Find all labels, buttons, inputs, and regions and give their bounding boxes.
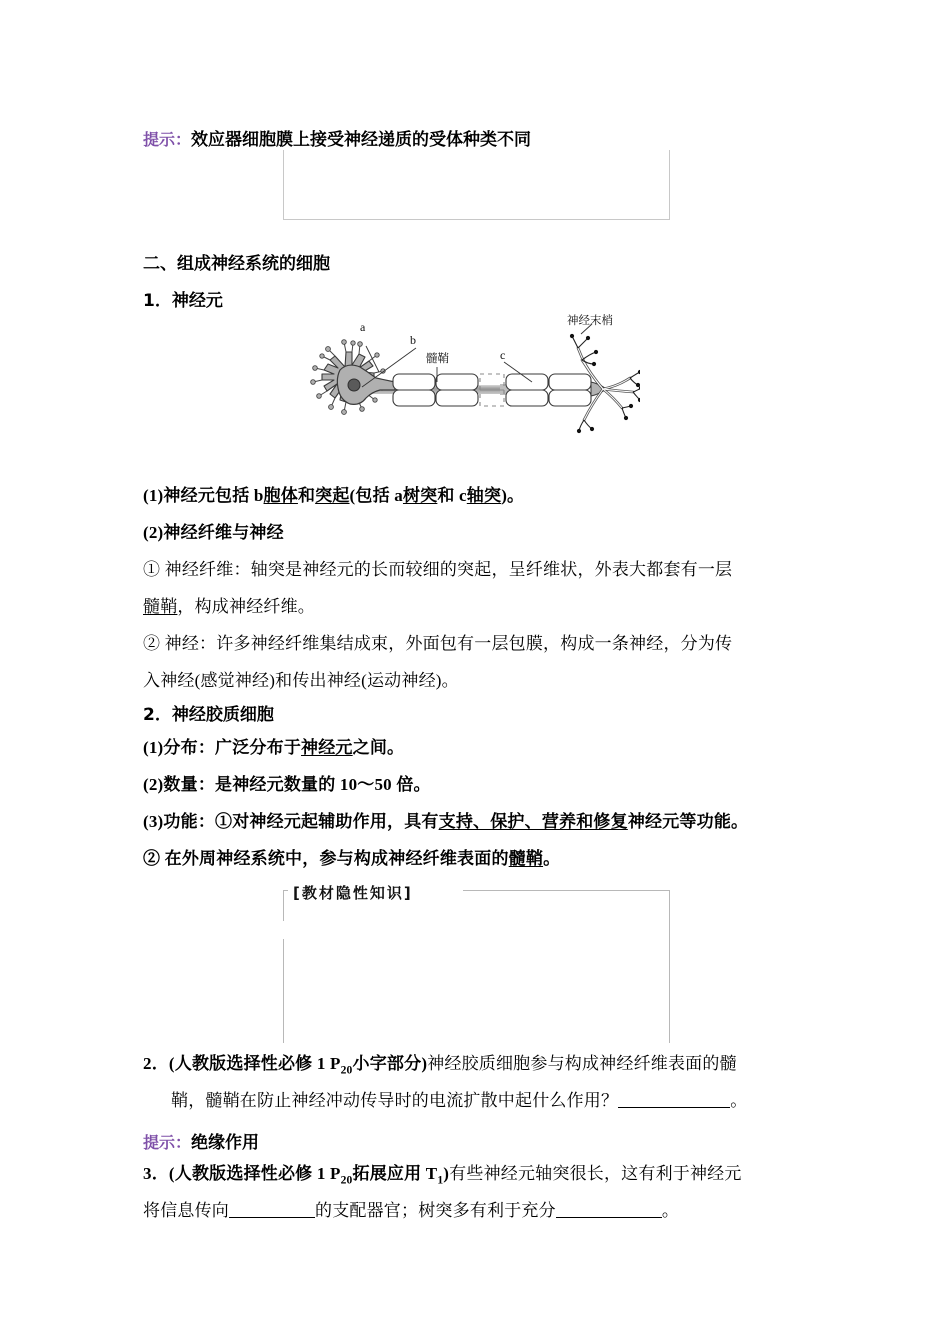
q3-source-page-sub: 20 (340, 1173, 353, 1187)
neuron-p1-term-soma: 胞体 (263, 486, 298, 505)
neuron-para-4-line1: ② 神经：许多神经纤维集结成束，外面包有一层包膜，构成一条神经，分为传 (143, 634, 733, 653)
q3-answer-blank-2[interactable] (556, 1217, 662, 1218)
neuron-p1-mid3: 和 (437, 486, 460, 505)
neuron-p1-marker-c: c (459, 486, 467, 505)
q2-source-pre: (人教版选择性必修 1 P (168, 1054, 341, 1073)
q3-line2-pre: 将信息传向 (143, 1201, 229, 1220)
q2-line2-end: 。 (730, 1091, 748, 1110)
neuron-para-1 (143, 487, 524, 504)
q3-source-post: ) (443, 1164, 450, 1183)
glia-p1-pre: (1)分布：广泛分布于 (143, 738, 302, 757)
glia-count-value: 10～50 (339, 775, 392, 794)
glia-para-2 (143, 776, 431, 793)
glia-p3-end: 神经元等功能。 (627, 812, 749, 831)
neuron-p1-mid2: (包括 (349, 486, 395, 505)
diagram-label-a: a (360, 320, 366, 334)
neuron-para-3-line1: ① 神经纤维：轴突是神经元的长而较细的突起，呈纤维状，外表大都套有一层 (143, 560, 733, 579)
q3-source-pre: (人教版选择性必修 1 P (168, 1164, 341, 1183)
q3-line2-end: 。 (661, 1201, 680, 1220)
diagram-label-c: c (500, 348, 506, 362)
question-3-line-1 (143, 1165, 742, 1186)
glia-p4-end: 。 (543, 849, 561, 868)
question-2-line-2 (171, 1092, 747, 1109)
glia-p2-pre: (2)数量：是神经元数量的 (143, 775, 340, 794)
glia-term-myelin: 髓鞘 (508, 849, 544, 868)
neuron-p1-term-axon: 轴突 (466, 486, 502, 505)
question-2-line-1 (143, 1055, 737, 1076)
implicit-knowledge-legend: [教材隐性知识] (289, 882, 417, 903)
glia-p1-end: 之间。 (352, 738, 405, 757)
diagram-label-nerve-ending: 神经末梢 (567, 313, 613, 327)
left-border-notch (280, 921, 286, 939)
glia-p4-pre: ② 在外周神经系统中，参与构成神经纤维表面的 (143, 849, 509, 868)
neuron-diagram-svg (300, 312, 640, 462)
sub-heading-glia: 2．神经胶质细胞 (143, 705, 274, 725)
hint-2-label: 提示： (143, 1133, 192, 1152)
neuron-p1-marker-a: a (394, 486, 403, 505)
neuron-p1-term-dendrite: 树突 (402, 486, 438, 505)
q3-answer-blank-1[interactable] (229, 1217, 315, 1218)
hint-row-2 (143, 1128, 259, 1153)
q2-number: 2． (143, 1054, 169, 1073)
q3-source-item-sub: 1 (437, 1173, 444, 1187)
hint-text: 效应器细胞膜上接受神经递质的受体种类不同 (191, 130, 532, 149)
hint-2-text: 绝缘作用 (191, 1133, 260, 1152)
q3-line1-rest: 有些神经元轴突很长，这有利于神经元 (449, 1164, 742, 1183)
diagram-label-b: b (410, 333, 416, 347)
section-heading: 二、组成神经系统的细胞 (143, 254, 330, 274)
glia-term-functions: 支持、保护、营养和修复 (438, 812, 628, 831)
neuron-p1-marker-b: b (253, 486, 264, 505)
glia-para-1 (143, 739, 404, 756)
sub-heading-neuron: 1．神经元 (143, 291, 223, 311)
neuron-p1-mid1: 和 (297, 486, 316, 505)
q2-line1-rest: 神经胶质细胞参与构成神经纤维表面的髓 (427, 1054, 737, 1073)
q2-line2-pre: 鞘，髓鞘在防止神经冲动传导时的电流扩散中起什么作用？ (171, 1091, 619, 1110)
q2-source-post: 小字部分) (352, 1054, 428, 1073)
neuron-p3-rest: ，构成神经纤维。 (177, 597, 316, 616)
q3-line2-mid: 的支配器官；树突多有利于充分 (315, 1201, 556, 1220)
question-3-line-2 (143, 1202, 679, 1219)
glia-term-neuron: 神经元 (301, 738, 353, 757)
diagram-label-myelin: 髓鞘 (426, 351, 449, 365)
neuron-para-2: (2)神经纤维与神经 (143, 523, 284, 542)
answer-box-top (283, 150, 670, 220)
glia-para-4 (143, 850, 560, 867)
hint-row-top (143, 125, 531, 150)
q3-number: 3． (143, 1164, 169, 1183)
neuron-p1-end: )。 (501, 486, 525, 505)
glia-p2-end: 倍。 (391, 775, 431, 794)
q3-source-mid: 拓展应用 T (352, 1164, 438, 1183)
q2-source-page-sub: 20 (340, 1063, 353, 1077)
neuron-p1-term-process: 突起 (315, 486, 350, 505)
neuron-p1-pre: (1)神经元包括 (143, 486, 254, 505)
neuron-diagram (300, 312, 640, 462)
implicit-knowledge-box (283, 890, 670, 1043)
neuron-para-3-line2 (143, 598, 315, 615)
glia-p3-pre: (3)功能：①对神经元起辅助作用，具有 (143, 812, 439, 831)
neuron-para-4-line2: 入神经(感觉神经)和传出神经(运动神经)。 (143, 671, 459, 690)
q2-answer-blank[interactable] (618, 1107, 730, 1108)
hint-label: 提示： (143, 130, 192, 149)
neuron-term-myelin: 髓鞘 (143, 597, 178, 616)
glia-para-3 (143, 813, 748, 830)
